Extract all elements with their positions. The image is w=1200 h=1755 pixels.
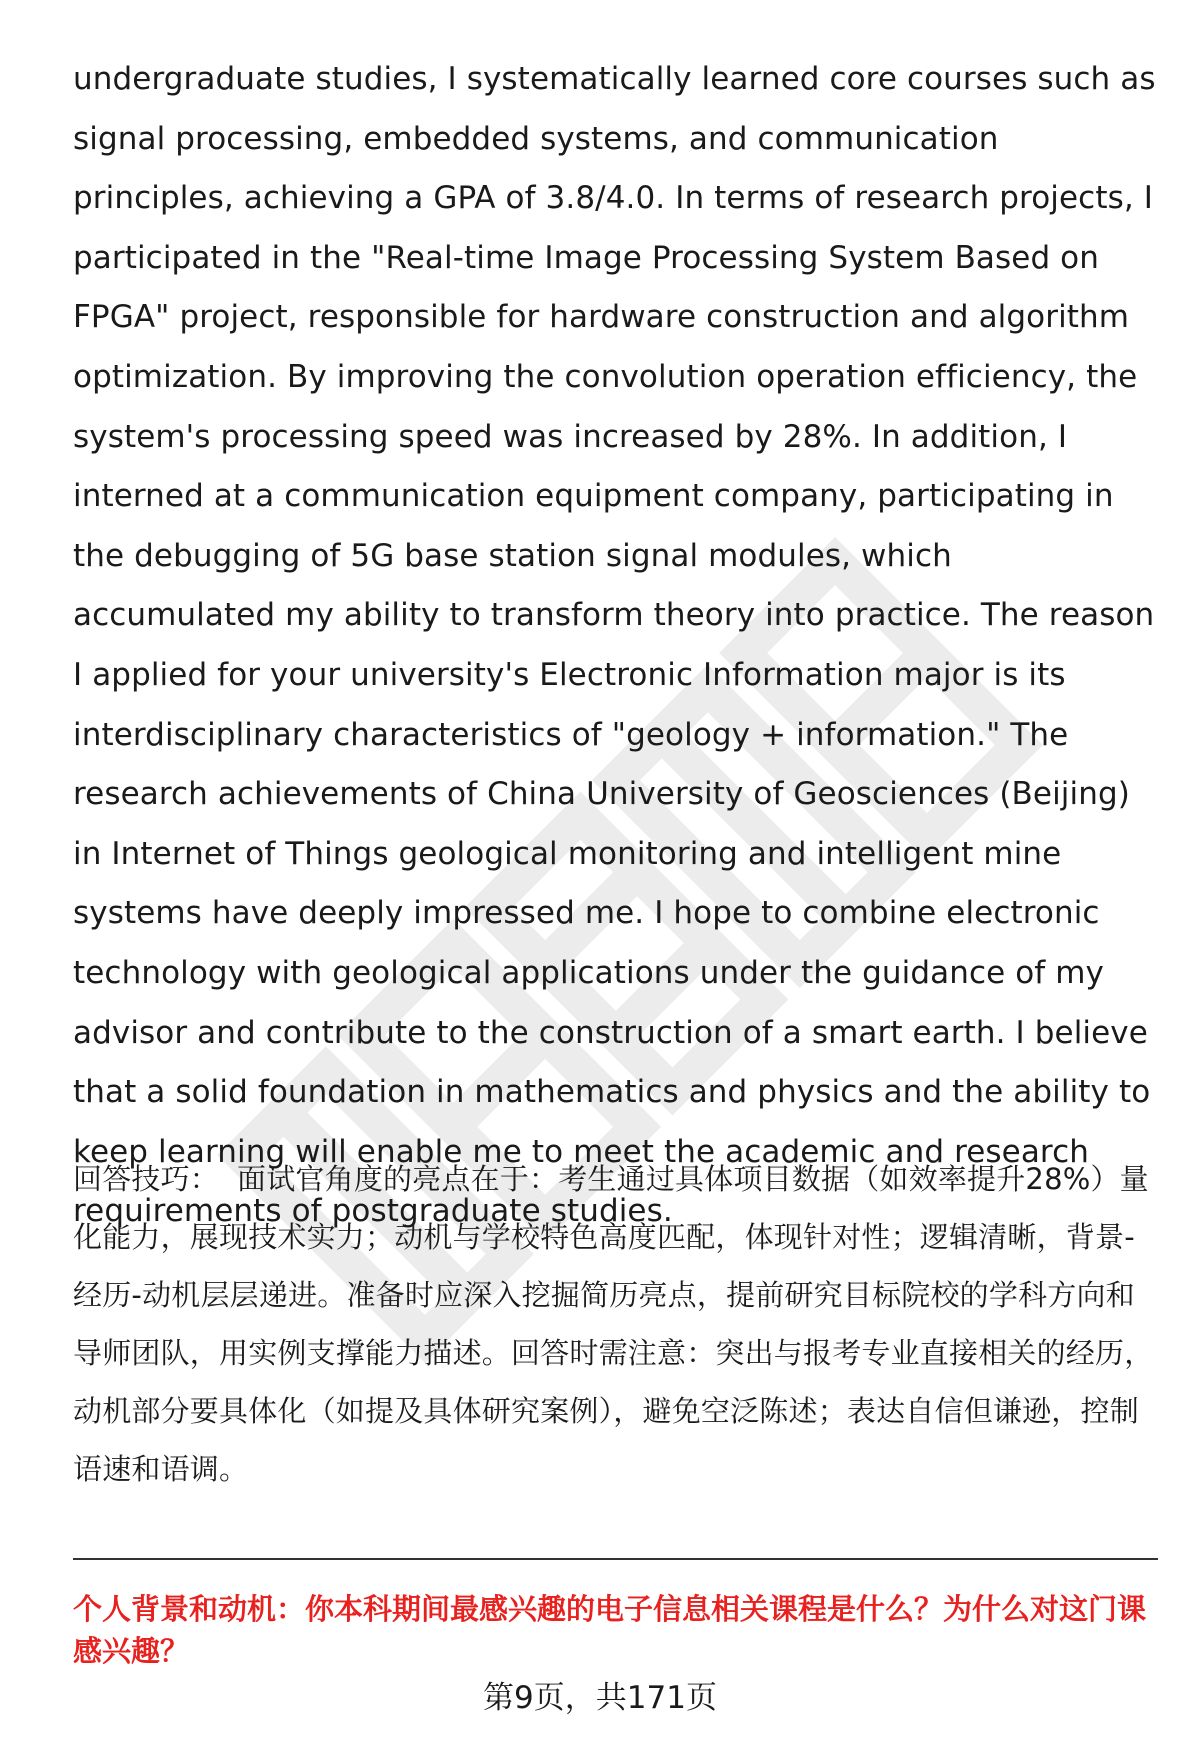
tips-text: 面试官角度的亮点在于：考生通过具体项目数据（如效率提升28%）量化能力，展现技术实力；动机与学校特色高度匹配，体现针对性；逻辑清晰，背景-经历-动机层层递进。准备时应深入挖掘简历亮点，提前研究目标院校的学科方向和导师团队，用实例支撑能力描述。回答时需注意：突出与报考专业直接相关的经历，动机部分要具体化（如提及具体研究案例），避免空泛陈述；表达自信但谦逊，控制语速和语调。: [73, 1162, 1154, 1486]
page-number-footer: 第9页，共171页: [483, 1680, 717, 1716]
answer-tips: [73, 1150, 1158, 1498]
tips-label: 回答技巧：: [73, 1162, 220, 1196]
answer-paragraph: undergraduate studies, I systematically learned core courses such as signal processing, embedded systems, and communication principles, achieving a GPA of 3.8/4.0. In terms of research projects, I participated in the "Real-time Image Processing System Based on FPGA" project, responsible for hardware construction and algorithm optimization. By improving the convolution operation efficiency, the system's processing speed was increased by 28%. In addition, I interned at a communication equipment company, participating in the debugging of 5G base station signal modules, which accumulated my ability to transform theory into practice. The reason I applied for your university's Electronic Information major is its interdisciplinary characteristics of "geology + information." The research achievements of China University of Geosciences (Beijing) in Internet of Things geological monitoring and intelligent mine systems have deeply impressed me. I hope to combine electronic technology with geological applications under the guidance of my advisor and contribute to the construction of a smart earth. I believe that a solid foundation in mathematics and physics and the ability to keep learning will enable me to meet the academic and research requirements of postgraduate studies.: [73, 61, 1156, 1230]
next-question-heading: 个人背景和动机：你本科期间最感兴趣的电子信息相关课程是什么？为什么对这门课感兴趣？: [73, 1592, 1147, 1668]
section-divider: [73, 1558, 1158, 1560]
